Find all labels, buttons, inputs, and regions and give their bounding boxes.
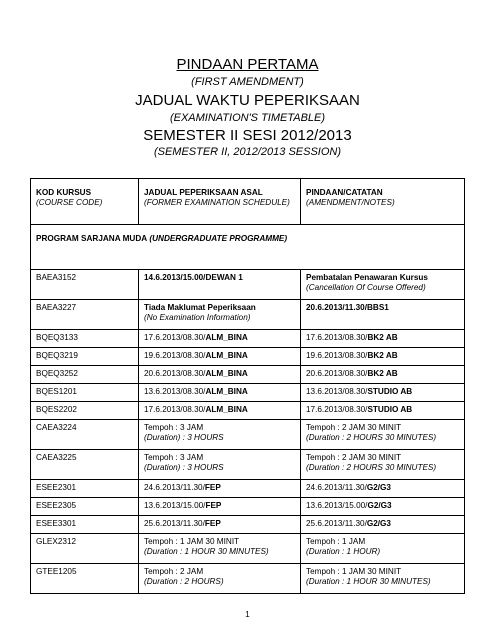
former-schedule-cell [139,564,301,594]
cell-text: 20.6.2013/08.30/ [144,369,206,378]
course-code-cell [31,498,139,516]
amendment-cell [301,498,465,516]
course-code: CAEA3225 [36,453,77,462]
header-label-english: (FORMER EXAMINATION SCHEDULE) [144,198,290,208]
cell-line [144,423,296,433]
cell-text: 25.6.2013/11.30/ [306,519,367,528]
cell-text-bold: FEP [204,519,221,528]
former-schedule-cell [139,300,301,330]
cell-text-bold: 20.6.2013/11.30/BBS1 [306,303,389,312]
cell-line [144,303,296,313]
course-code: BQES1201 [36,387,77,396]
cell-text: Tempoh : 3 JAM [144,423,204,432]
doc-title-english: (FIRST AMENDMENT) [191,76,304,88]
cell-text-bold: BK2 AB [367,333,398,342]
cell-text-bold: 14.6.2013/15.00/DEWAN 1 [144,273,243,282]
course-code: ESEE3301 [36,519,77,528]
cell-note: (Duration : 1 HOUR 30 MINUTES) [306,577,431,587]
course-code-cell [31,330,139,348]
former-schedule-cell [139,402,301,420]
cell-text-bold: ALM_BINA [205,405,248,414]
cell-text-bold: BK2 AB [367,369,398,378]
cell-text-bold: BK2 AB [367,351,398,360]
amendment-cell [301,384,465,402]
cell-text: Tempoh : 2 JAM 30 MINIT [306,453,402,462]
former-schedule-cell [139,450,301,480]
table-row [31,534,465,564]
table-row [31,420,465,450]
cell-text: 19.6.2013/08.30/ [306,351,368,360]
cell-text: Tempoh : 1 JAM 30 MINIT [144,537,240,546]
cell-line [306,567,460,577]
course-code-cell [31,300,139,330]
header-label: PINDAAN/CATATAN [306,188,383,197]
cell-line [306,537,460,547]
cell-line [144,519,296,529]
course-code: BAEA3152 [36,273,77,282]
course-code-cell [31,348,139,366]
course-code-cell [31,516,139,534]
course-code-cell [31,450,139,480]
amendment-cell [301,330,465,348]
cell-note: (Duration : 2 HOURS 30 MINUTES) [306,433,437,443]
cell-text-bold: ALM_BINA [205,369,248,378]
cell-line [144,273,296,283]
former-schedule-cell [139,420,301,450]
course-code: GLEX2312 [36,537,77,546]
cell-text-bold: STUDIO AB [367,387,413,396]
course-code-cell [31,384,139,402]
cell-text-bold: ALM_BINA [205,387,248,396]
cell-text-bold: ALM_BINA [205,351,248,360]
programme-label-english: (UNDERGRADUATE PROGRAMME) [149,234,288,243]
course-code: BAEA3227 [36,303,77,312]
table-row [31,366,465,384]
doc-subtitle-english: (EXAMINATION'S TIMETABLE) [169,112,326,124]
cell-line [306,423,460,433]
cell-line [306,351,460,361]
header-label: KOD KURSUS [36,188,92,197]
cell-line [306,405,460,415]
cell-text: Tempoh : 2 JAM [144,567,204,576]
course-code: ESEE2301 [36,483,77,492]
course-code-cell [31,420,139,450]
cell-line [306,369,460,379]
table-row [31,480,465,498]
course-code: CAEA3224 [36,423,77,432]
header-cell-former-schedule [139,179,301,225]
course-code-cell [31,480,139,498]
course-code: BQEQ3133 [36,333,78,342]
cell-line [306,519,460,529]
cell-text: 20.6.2013/08.30/ [306,369,368,378]
cell-text: 24.6.2013/11.30/ [306,483,367,492]
cell-line [144,567,296,577]
cell-text: 13.6.2013/08.30/ [144,387,206,396]
timetable-table [30,178,465,594]
cell-text: Tempoh : 3 JAM [144,453,204,462]
cell-line [306,501,460,511]
cell-line [144,369,296,379]
cell-line [306,273,460,283]
cell-line [306,483,460,493]
former-schedule-cell [139,384,301,402]
cell-text: 17.6.2013/08.30/ [144,405,206,414]
table-row [31,498,465,516]
course-code-cell [31,366,139,384]
cell-text-bold: FEP [204,483,221,492]
doc-subtitle: JADUAL WAKTU PEPERIKSAAN [135,92,360,109]
table-row [31,384,465,402]
table-row [31,348,465,366]
cell-note: (Cancellation Of Course Offered) [306,283,426,293]
course-code: GTEE1205 [36,567,77,576]
cell-line [144,453,296,463]
cell-text: 13.6.2013/15.00/ [306,501,368,510]
cell-line [306,453,460,463]
cell-text-bold: STUDIO AB [367,405,413,414]
former-schedule-cell [139,270,301,300]
semester-title-english: (SEMESTER II, 2012/2013 SESSION) [153,146,342,158]
cell-text-bold: Pembatalan Penawaran Kursus [306,273,428,282]
header-label-english: (AMENDMENT/NOTES) [306,198,395,208]
course-code-cell [31,564,139,594]
amendment-cell [301,480,465,498]
former-schedule-cell [139,498,301,516]
header-cell-amendment [301,179,465,225]
header-label-english: (COURSE CODE) [36,198,103,208]
course-code: BQEQ3252 [36,369,78,378]
cell-text: 25.6.2013/11.30/ [144,519,205,528]
semester-title: SEMESTER II SESI 2012/2013 [143,127,352,144]
course-code-cell [31,534,139,564]
course-code: ESEE2305 [36,501,77,510]
cell-text-bold: G2/G3 [366,519,391,528]
cell-note: (Duration : 2 HOURS 30 MINUTES) [306,463,437,473]
amendment-cell [301,402,465,420]
cell-line [144,333,296,343]
course-code: BQEQ3219 [36,351,78,360]
cell-text-bold: FEP [205,501,222,510]
cell-note: (Duration : 1 HOUR 30 MINUTES) [144,547,269,557]
amendment-cell [301,534,465,564]
cell-text: 19.6.2013/08.30/ [144,351,206,360]
amendment-cell [301,420,465,450]
cell-line [144,351,296,361]
cell-note: (Duration : 1 HOUR) [306,547,381,557]
table-row [31,270,465,300]
amendment-cell [301,366,465,384]
amendment-cell [301,348,465,366]
cell-text-bold: Tiada Maklumat Peperiksaan [144,303,256,312]
header-cell-course-code [31,179,139,225]
table-row [31,450,465,480]
amendment-cell [301,300,465,330]
table-header-row [31,179,465,225]
programme-label: PROGRAM SARJANA MUDA [36,234,148,243]
table-row [31,516,465,534]
cell-text: 17.6.2013/08.30/ [306,405,368,414]
page-number: 1 [245,610,250,619]
former-schedule-cell [139,366,301,384]
cell-line [306,387,460,397]
programme-row [31,225,465,270]
cell-text: 13.6.2013/08.30/ [306,387,368,396]
cell-text: 17.6.2013/08.30/ [144,333,206,342]
cell-note: (Duration : 2 HOURS) [144,577,224,587]
cell-text-bold: G2/G3 [366,483,391,492]
amendment-cell [301,516,465,534]
programme-cell [31,225,465,270]
former-schedule-cell [139,534,301,564]
former-schedule-cell [139,516,301,534]
amendment-cell [301,450,465,480]
amendment-cell [301,564,465,594]
course-code-cell [31,270,139,300]
doc-title: PINDAAN PERTAMA [176,56,319,73]
cell-text: Tempoh : 2 JAM 30 MINIT [306,423,402,432]
cell-text: Tempoh : 1 JAM 30 MINIT [306,567,402,576]
course-code-cell [31,402,139,420]
former-schedule-cell [139,480,301,498]
cell-line [144,405,296,415]
cell-text: 24.6.2013/11.30/ [144,483,205,492]
table-row [31,402,465,420]
cell-text-bold: G2/G3 [367,501,392,510]
cell-note: (Duration) : 3 HOURS [144,433,224,443]
cell-note: (No Examination Information) [144,313,251,323]
cell-line [306,303,460,313]
cell-text: 13.6.2013/15.00/ [144,501,206,510]
cell-text: 17.6.2013/08.30/ [306,333,368,342]
table-row [31,564,465,594]
cell-line [144,387,296,397]
cell-line [306,333,460,343]
table-row [31,330,465,348]
table-row [31,300,465,330]
header-label: JADUAL PEPERIKSAAN ASAL [144,188,263,197]
cell-line [144,501,296,511]
cell-line [144,537,296,547]
cell-line [144,483,296,493]
cell-text: Tempoh : 1 JAM [306,537,366,546]
cell-note: (Duration) : 3 HOURS [144,463,224,473]
former-schedule-cell [139,348,301,366]
cell-text-bold: ALM_BINA [205,333,248,342]
former-schedule-cell [139,330,301,348]
amendment-cell [301,270,465,300]
course-code: BQES2202 [36,405,77,414]
